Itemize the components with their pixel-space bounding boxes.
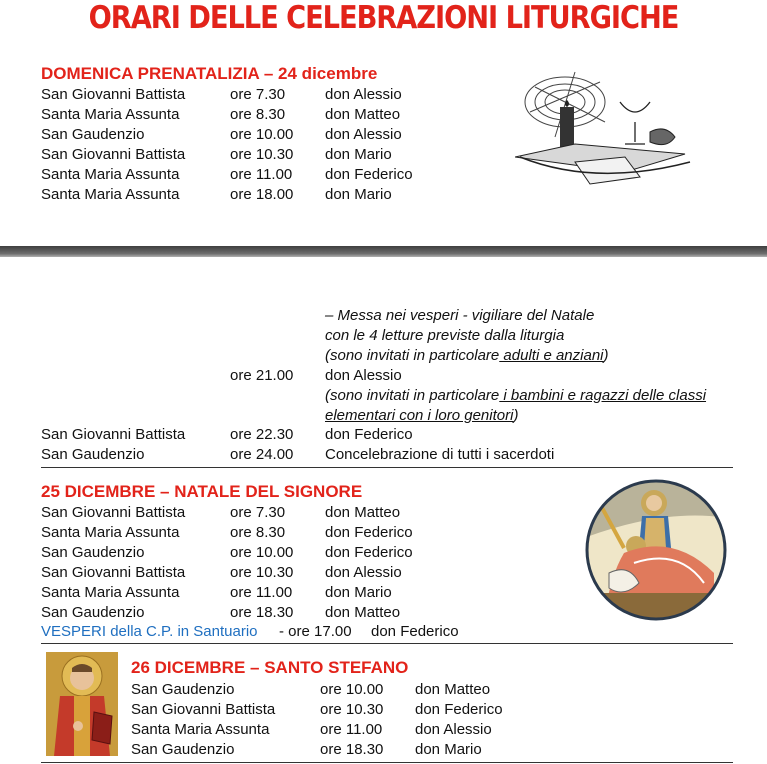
vespers-time: - ore 17.00 [279,623,352,640]
mass-time: ore 7.30 [230,504,286,521]
church-name: Santa Maria Assunta [131,721,270,738]
page-break-divider [0,246,767,257]
celebrant: Concelebrazione di tutti i sacerdoti [325,446,555,463]
celebrant: don Alessio [325,86,402,103]
vespers-label: VESPERI della C.P. in Santuario [41,623,258,640]
schedule-row [41,445,761,465]
church-name: San Gaudenzio [131,681,235,698]
mass-time: ore 11.00 [320,721,383,738]
church-name: San Giovanni Battista [41,86,186,103]
eve-priest-21: don Alessio [325,367,402,384]
section-rule-1 [41,467,733,468]
mass-time: ore 10.30 [230,146,294,163]
altar-illustration [515,62,695,192]
mass-time: ore 10.00 [320,681,384,698]
celebrant: don Matteo [325,106,401,123]
eve-note-4-underlined: i bambini e ragazzi delle classi [499,387,707,404]
mass-time: ore 8.30 [230,106,286,123]
mass-time: ore 18.30 [230,604,294,621]
celebrant: don Federico [415,701,503,718]
schedule-row [41,425,761,445]
eve-note-3-underlined: adulti e anziani [499,347,604,364]
mass-time: ore 7.30 [230,86,286,103]
schedule-row [131,700,767,720]
celebrant: don Mario [325,146,392,163]
celebrant: don Federico [325,544,413,561]
mass-time: ore 8.30 [230,524,286,541]
church-name: San Giovanni Battista [41,146,186,163]
church-name: San Gaudenzio [41,126,145,143]
mass-time: ore 18.30 [320,741,384,758]
eve-note-5 [325,406,518,426]
section-heading-sunday: DOMENICA PRENATALIZIA – 24 dicembre [41,64,378,83]
section-heading-christmas: 25 DICEMBRE – NATALE DEL SIGNORE [41,482,363,501]
mass-time: ore 10.30 [230,564,294,581]
eve-row-21 [41,366,741,386]
celebrant: don Federico [325,426,413,443]
eve-time-21: ore 21.00 [230,367,294,384]
celebrant: don Matteo [325,504,401,521]
church-name: San Gaudenzio [41,544,145,561]
mass-time: ore 11.00 [230,166,293,183]
saint-stephen-image [46,652,118,756]
celebrant: don Matteo [415,681,491,698]
schedule-row [131,720,767,740]
church-name: San Giovanni Battista [41,504,186,521]
church-name: Santa Maria Assunta [41,524,180,541]
mass-time: ore 10.30 [320,701,384,718]
church-name: San Gaudenzio [131,741,235,758]
eve-note-1: – Messa nei vesperi - vigiliare del Natale [325,307,595,324]
eve-note-2: con le 4 letture previste dalla liturgia [325,327,565,344]
eve-note-3-text: (sono invitati in particolare [325,347,500,364]
eve-note-3 [325,346,609,366]
church-name: San Giovanni Battista [41,564,186,581]
vespers-priest: don Federico [371,623,459,640]
celebrant: don Mario [415,741,482,758]
church-name: San Giovanni Battista [41,426,186,443]
mass-time: ore 10.00 [230,544,294,561]
celebrant: don Alessio [325,564,402,581]
eve-note-5-underlined: elementari con i loro genitori [325,407,514,424]
celebrant: don Matteo [325,604,401,621]
church-name: San Gaudenzio [41,446,145,463]
schedule-row [131,740,767,760]
eve-note-3-close: ) [603,347,609,364]
celebrant: don Federico [325,166,413,183]
celebrant: don Alessio [415,721,492,738]
mass-time: ore 22.30 [230,426,294,443]
celebrant: don Federico [325,524,413,541]
church-name: Santa Maria Assunta [41,106,180,123]
church-name: Santa Maria Assunta [41,186,180,203]
vespers-row [41,622,741,642]
nativity-medallion-image [584,478,728,622]
eve-note-5-close: ) [513,407,519,424]
celebrant: don Mario [325,186,392,203]
section-heading-stephen: 26 DICEMBRE – SANTO STEFANO [131,658,409,677]
celebrant: don Alessio [325,126,402,143]
mass-time: ore 11.00 [230,584,293,601]
church-name: Santa Maria Assunta [41,584,180,601]
schedule-row [131,680,767,700]
eve-note-4-text: (sono invitati in particolare [325,387,500,404]
section-rule-3 [41,762,733,763]
church-name: San Giovanni Battista [131,701,276,718]
mass-time: ore 10.00 [230,126,294,143]
section-rule-2 [41,643,733,644]
church-name: Santa Maria Assunta [41,166,180,183]
church-name: San Gaudenzio [41,604,145,621]
mass-time: ore 24.00 [230,446,294,463]
eve-note-4 [325,386,706,406]
page-title: ORARI DELLE CELEBRAZIONI LITURGICHE [88,0,679,36]
mass-time: ore 18.00 [230,186,294,203]
celebrant: don Mario [325,584,392,601]
